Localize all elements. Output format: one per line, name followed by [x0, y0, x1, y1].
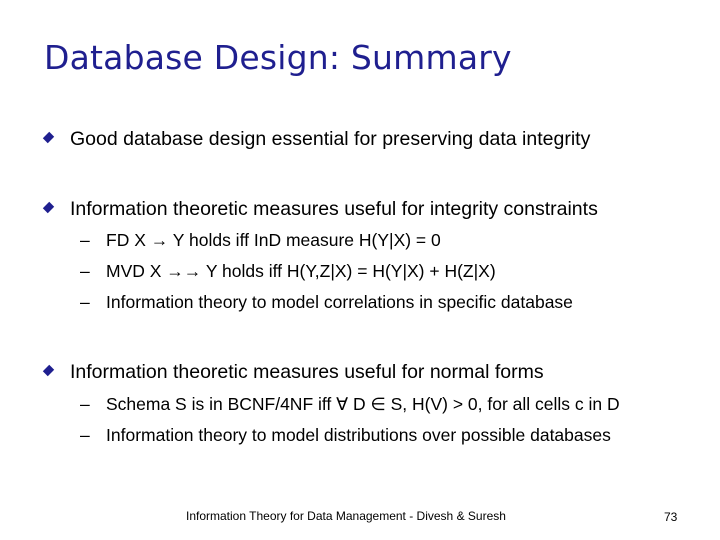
slide-title: Database Design: Summary — [44, 38, 512, 77]
dash-marker: – — [80, 230, 90, 250]
page-number: 73 — [664, 510, 678, 524]
sub-bullet-3-1 — [80, 393, 620, 416]
sub-bullet-2-3 — [80, 291, 573, 314]
sub-bullet-text: FD X → Y holds iff InD measure H(Y|X) = 0 — [106, 230, 441, 250]
diamond-bullet-icon — [44, 359, 54, 381]
bullet-3 — [44, 359, 544, 385]
bullet-1-text: Good database design essential for preserving data integrity — [70, 128, 591, 150]
sub-bullet-text: Schema S is in BCNF/4NF iff ∀ D ∈ S, H(V) > 0, for all cells c in D — [106, 394, 620, 414]
sub-bullet-2-1 — [80, 229, 441, 252]
dash-marker: – — [80, 425, 90, 445]
bullet-2 — [44, 196, 598, 222]
diamond-bullet-icon — [44, 126, 54, 148]
sub-bullet-2-2 — [80, 260, 496, 283]
sub-bullet-text: MVD X →→ Y holds iff H(Y,Z|X) = H(Y|X) + H(Z|X) — [106, 261, 496, 281]
sub-bullet-text: Information theory to model distributions over possible databases — [106, 425, 611, 445]
bullet-3-text: Information theoretic measures useful for normal forms — [70, 361, 544, 383]
dash-marker: – — [80, 292, 90, 312]
dash-marker: – — [80, 261, 90, 281]
bullet-1 — [44, 126, 590, 152]
bullet-2-text: Information theoretic measures useful for integrity constraints — [70, 198, 598, 220]
diamond-bullet-icon — [44, 196, 54, 218]
slide-footer: Information Theory for Data Management - Divesh & Suresh — [186, 509, 506, 523]
dash-marker: – — [80, 394, 90, 414]
sub-bullet-3-2 — [80, 424, 611, 447]
sub-bullet-text: Information theory to model correlations in specific database — [106, 292, 573, 312]
